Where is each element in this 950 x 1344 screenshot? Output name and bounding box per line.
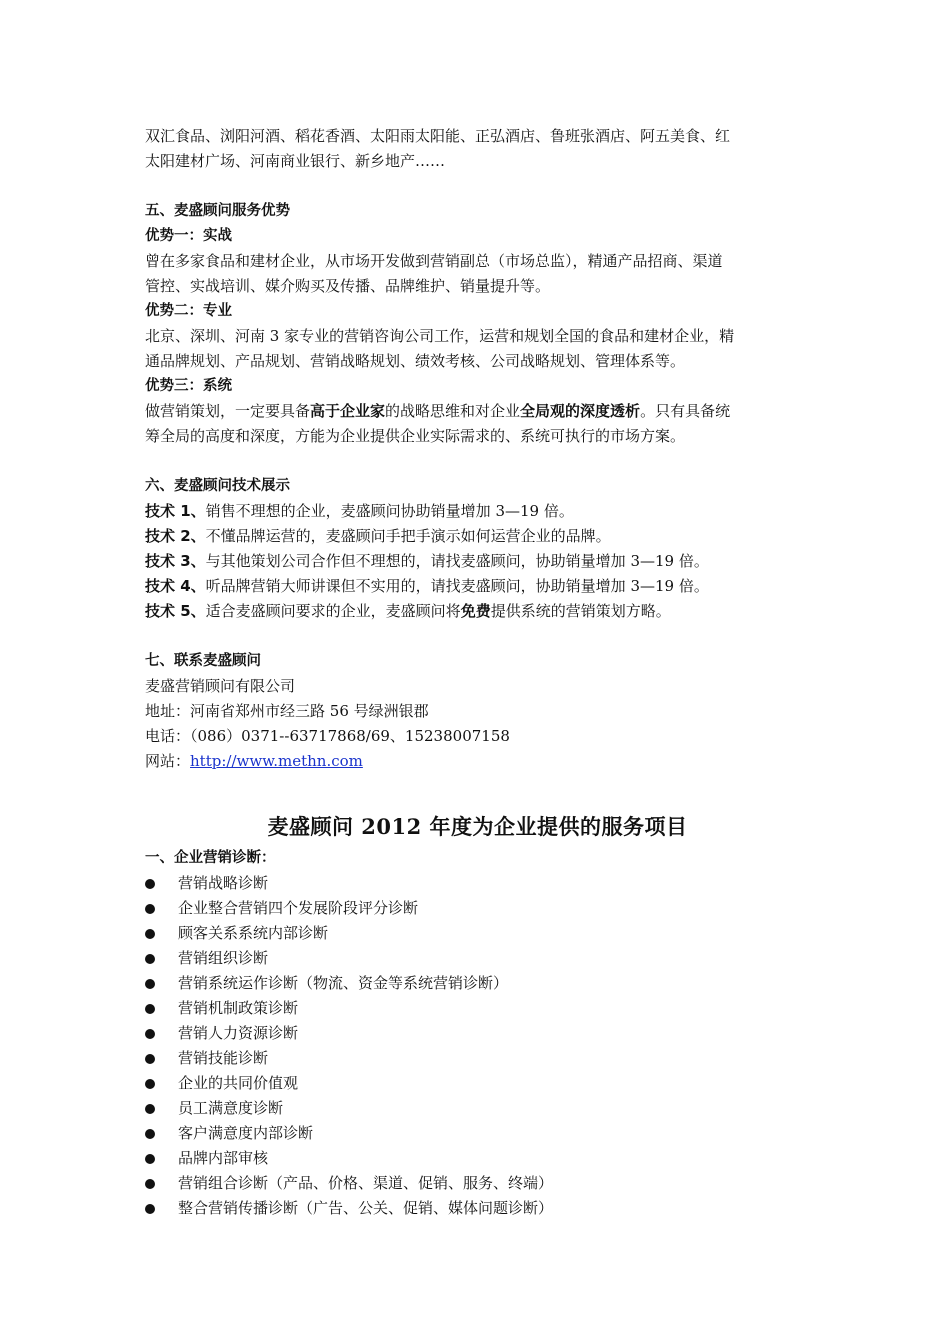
list-item [145,1021,810,1046]
tech-text: 听品牌营销大师讲课但不实用的，请找麦盛顾问，协助销量增加 3—19 倍。 [205,577,709,595]
list-item-text: 企业整合营销四个发展阶段评分诊断 [178,899,419,917]
tech-item [145,499,810,524]
advantage3-text [145,399,810,424]
bullet-icon [145,1004,155,1014]
bullet-icon [145,1104,155,1114]
list-item-text: 品牌内部审核 [178,1149,269,1167]
tech-label: 技术 5、 [145,602,206,620]
bullet-icon [145,1129,155,1139]
tech-text: 不懂品牌运营的，麦盛顾问手把手演示如何运营企业的品牌。 [205,527,611,545]
list-item [145,1071,810,1096]
website [145,749,810,774]
tech-label: 技术 1、 [145,502,206,520]
tech-item [145,574,810,599]
list-item [145,971,810,996]
list-item [145,871,810,896]
list-item [145,1196,810,1221]
list-item [145,896,810,921]
list-item-text: 营销组织诊断 [178,949,269,967]
section7-heading: 七、联系麦盛顾问 [145,653,261,669]
advantage1-text: 曾在多家食品和建材企业，从市场开发做到营销副总（市场总监），精通产品招商、渠道 [145,252,723,270]
page-title: 麦盛顾问 2012 年度为企业提供的服务项目 [267,814,688,839]
tech-text: 提供系统的营销策划方略。 [490,602,671,620]
list-item-text: 顾客关系系统内部诊断 [178,924,329,942]
text-run: 。只有具备统 [640,402,731,420]
list-item-text: 营销组合诊断（产品、价格、渠道、促销、服务、终端） [178,1174,554,1192]
text-run: 做营销策划，一定要具备 [145,402,311,420]
list-item [145,1121,810,1146]
tech-item [145,524,810,549]
list-item [145,921,810,946]
list-item [145,1171,810,1196]
text-run: 的战略思维和对企业 [385,402,521,420]
advantage3-text: 筹全局的高度和深度，方能为企业提供企业实际需求的、系统可执行的市场方案。 [145,427,686,445]
tech-item [145,599,810,624]
section6-heading: 六、麦盛顾问技术展示 [145,478,290,494]
section1-heading: 一、企业营销诊断： [145,850,276,866]
tech-text: 适合麦盛顾问要求的企业，麦盛顾问将 [205,602,461,620]
phone: 电话：（086）0371--63717868/69、15238007158 [145,727,510,745]
intro-line: 双汇食品、浏阳河酒、稻花香酒、太阳雨太阳能、正弘酒店、鲁班张酒店、阿五美食、红 [145,127,731,145]
advantage1-text: 管控、实战培训、媒介购买及传播、品牌维护、销量提升等。 [145,277,551,295]
address: 地址：河南省郑州市经三路 56 号绿洲银郡 [145,702,429,720]
bold-run: 免费 [460,602,491,620]
diagnosis-list [145,871,810,1221]
list-item-text: 营销人力资源诊断 [178,1024,299,1042]
list-item-text: 营销战略诊断 [178,874,269,892]
bullet-icon [145,929,155,939]
advantage2-text: 通品牌规划、产品规划、营销战略规划、绩效考核、公司战略规划、管理体系等。 [145,352,686,370]
advantage2-text: 北京、深圳、河南 3 家专业的营销咨询公司工作，运营和规划全国的食品和建材企业，精 [145,327,735,345]
company-name: 麦盛营销顾问有限公司 [145,677,296,695]
bullet-icon [145,954,155,964]
document-page [145,124,810,1221]
tech-label: 技术 2、 [145,527,206,545]
tech-label: 技术 3、 [145,552,206,570]
bullet-icon [145,1179,155,1189]
list-item-text: 营销系统运作诊断（物流、资金等系统营销诊断） [178,974,509,992]
bullet-icon [145,1154,155,1164]
list-item-text: 员工满意度诊断 [178,1099,284,1117]
bullet-icon [145,879,155,889]
list-item-text: 企业的共同价值观 [178,1074,299,1092]
website-link[interactable]: http://www.methn.com [190,752,363,770]
list-item [145,946,810,971]
tech-item [145,549,810,574]
tech-text: 与其他策划公司合作但不理想的，请找麦盛顾问，协助销量增加 3—19 倍。 [205,552,709,570]
website-label: 网站： [145,752,191,770]
list-item-text: 客户满意度内部诊断 [178,1124,314,1142]
bullet-icon [145,904,155,914]
advantage2-label: 优势二：专业 [145,303,232,319]
list-item-text: 整合营销传播诊断（广告、公关、促销、媒体问题诊断） [178,1199,554,1217]
bullet-icon [145,1054,155,1064]
tech-label: 技术 4、 [145,577,206,595]
tech-text: 销售不理想的企业，麦盛顾问协助销量增加 3—19 倍。 [205,502,574,520]
bullet-icon [145,1204,155,1214]
list-item [145,1046,810,1071]
list-item [145,1146,810,1171]
bold-run: 全局观的深度透析 [520,402,641,420]
list-item [145,996,810,1021]
bullet-icon [145,1029,155,1039]
bullet-icon [145,979,155,989]
bold-run: 高于企业家 [310,402,386,420]
intro-line: 太阳建材广场、河南商业银行、新乡地产…… [145,152,446,170]
advantage1-label: 优势一：实战 [145,228,232,244]
list-item-text: 营销机制政策诊断 [178,999,299,1017]
advantage3-label: 优势三：系统 [145,378,232,394]
list-item-text: 营销技能诊断 [178,1049,269,1067]
bullet-icon [145,1079,155,1089]
section5-heading: 五、麦盛顾问服务优势 [145,203,290,219]
list-item [145,1096,810,1121]
